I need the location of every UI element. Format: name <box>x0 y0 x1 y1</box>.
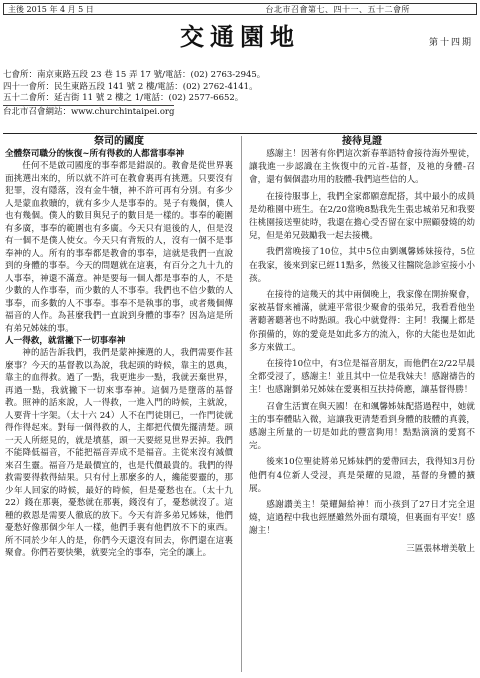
newsletter-title: 交通園地 <box>180 22 300 51</box>
address-line-hall-52: 五十二會所：延吉街 11 號 2 樓之 1/電話：(02) 2577-6652。 <box>3 93 244 103</box>
article-paragraph: 神的話告訴我們，我們是蒙神揀選的人，我們需要作甚麼事？今天的基督教以為說，我起頭的時候，靠主的恩典，靠主的血得救。過了一點，我更進步一點，我就丟棄世界，再過一點，我就撇下一切來事奉神。這個乃是墮落的基督教。照神的話來說，人一得救，一進入門的時候，主就說，人要背十字架。（太十六 24）人不在門徒則已，一作門徒就得作得起來。對每一個得救的人，主都把代價先擺清楚。頭一天人所經見的，就是墳墓，頭一天要經見世界丟掉。我們不能降低福音，不能把福音弄成不是福音。主從來沒有減價來召生靈。福音乃是最價宜的，也是代價最貴的。我們的得救需要得救得結果。只有付上那麼多的人，纔能要靈的，那少年人回家的時候，最好的時候，但是憂愁也在。（太十九22）錢在那裏，憂愁就在那裏，錢沒有了，憂愁就沒了。這種的救恩是需要人徹底的放下。今天有許多弟兄姊妹，他們憂愁好像那個少年人一樣，他們手裏有他們放不下的東西。所不同於少年人的是，你們今天還沒有回去，你們還在這裏聚會。你們若要快樂，就要完全的事奉，完全的讓上。 <box>5 348 233 559</box>
testimony-paragraph: 感謝主！因著有你們這次新春華語特會接待海外聖徒，讓我進一步認識在主恢復中的元首-基督，及祂的身體-召會，還有個個盡功用的肢體-我們這些信的人。 <box>249 149 475 186</box>
newsletter-page <box>3 3 477 675</box>
article-paragraph: 任何不是啟司國度的事奉都是錯誤的。教會是從世界裏面挑選出來的，所以就不許可在教會裏再有挑選。只要沒有犯罪，沒有隱落，沒有金牛犢，神不許可再有分別。有多少人是蒙血救贖的，就有多少人是事奉的。晃子有幾個，僕人也有幾個。僕人的數目與兒子的數目是一樣的。事奉的範圍有多廣，事奉的範圍也有多廣。今天只有退後的人，但是沒有一個不是僕人使女。今天只有背叛的人，沒有一個不是事奉神的人。所有的事奉都是教會的事奉，這就是我們一直說到的身體的事奉。今天的問題就在這裏，有百分之九十九的人事奉，神還不滿意。神是要每一個人都是事奉的人，不是少數的人作事奉，而少數的人不事奉。我們也不信少數的人事奉，而多數的人不事奉。事奉不是執事的事，或者幾個傳福音的人作。為甚麼我們一直說到身體的事奉？因為這是所有弟兄姊妹的事。 <box>5 161 233 334</box>
testimony-paragraph: 召會生活實在與天國！在和颯馨姊妹配搭過程中，她就主的事奉體貼入微，這讓我更清楚看到身體的肢體的真義，感謝主所量的一切是如此的豐富夠用！點點滴滴的愛寫不完。 <box>249 401 475 452</box>
author-signature: 三區張林增美敬上 <box>406 543 475 554</box>
website-link[interactable]: 台北市召會網站：www.churchintaipei.org <box>3 106 175 117</box>
issue-number: 第十四期 <box>428 38 473 48</box>
column-divider <box>241 136 242 672</box>
church-halls-label: 台北市召會第七、四十一、五十二會所 <box>265 4 410 14</box>
article-priesthood <box>5 135 233 560</box>
article-hospitality-testimony <box>249 135 475 554</box>
article-heading: 祭司的國度 <box>94 136 144 147</box>
publication-date: 主後 2015 年 4 月 5 日 <box>8 4 94 14</box>
testimony-paragraph: 在接待服事上，我們全家都願意配搭，其中最小的成員是幼稚園中班生。在2/20當晚8點我先生張忠城弟兄和我要往桃園接送聖徒時，我還在擔心受否留在家中照顧發燒的幼兒，但是弟兄鼓勵我一起去接機。 <box>249 191 475 242</box>
address-block <box>3 70 265 118</box>
masthead-bar <box>3 3 477 15</box>
testimony-paragraph: 在接待10位中，有3位是福音朋友，而他們在2/22早晨全都受浸了，感謝主！並且其中一位是我妹夫！感謝禱告的主！也感謝劉弟兄姊妹在愛裏相互扶持倚應，讓基督得勝！ <box>249 359 475 396</box>
testimony-paragraph: 在接待的這幾天的其中兩個晚上，我家像在開拚聚會，家被基督來補滿，就連平常很少聚會的張弟兄，我看看他坐著聽著聽著也不時點頭。我心中就覺得：主阿！我攔上都是你預備的，妳的愛竟是如此多方的流入，你的大能也是如此多方來做工。 <box>249 290 475 353</box>
address-line-hall-7: 七會所：南京東路五段 23 巷 15 弄 17 號/電話：(02) 2763-2945。 <box>3 70 266 80</box>
testimony-paragraph: 我們當晚接了10位，其中5位由劉颯馨姊妹接待，5位在我家，後來到家已經11點多，然後又往醫院急診室接小小孩。 <box>249 247 475 284</box>
section-title: 全體祭司職分的恢復~所有得救的人都當事奉神 <box>5 149 185 159</box>
section-title: 人一得救，就當撇下一切事奉神 <box>5 336 126 347</box>
header-divider <box>3 133 477 134</box>
testimony-paragraph: 後來10位聖徒將弟兄姊妹們的愛帶回去，我得知3月份他們有4位新人受浸，真是榮耀的見證，基督的身體的擴展。 <box>249 457 475 494</box>
address-line-hall-41: 四十一會所：民生東路五段 141 號 2 樓/電話：(02) 2762-4141。 <box>3 81 258 92</box>
article-heading: 接待見證 <box>342 136 382 147</box>
testimony-paragraph: 感謝讚美主！榮耀歸給神！而小孩到了27日才完全退燒，這過程中我也經歷雖然外面有環境，但裏面有平安！感謝主！ <box>249 500 475 537</box>
